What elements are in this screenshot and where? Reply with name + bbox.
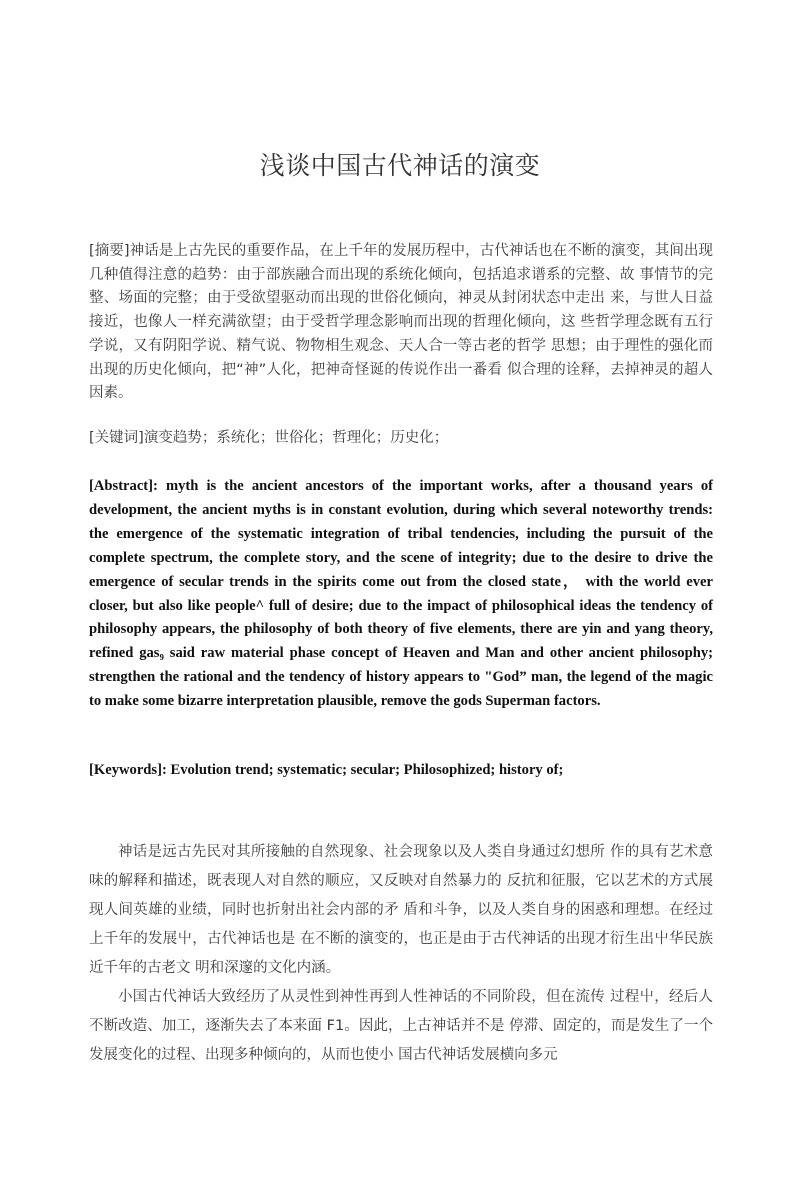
body-paragraph-1: 神话是远古先民对其所接触的自然现象、社会现象以及人类自身通过幻想所 作的具有艺术意味的解释和描述，既表现人对自然的顺应，又反映对自然暴力的 反抗和征服，它以艺术的方式展现人间英雄的业绩，同时也折射出社会内部的矛 盾和斗争，以及人类自身的困惑和理想。在经过上千年的发展屮，古代神话也是 在不断的演变的，也正是由于古代神话的出现才衍生出屮华民族近千年的古老文 明和深邃的文化内涵。 <box>89 844 713 976</box>
english-keywords: [Keywords]: Evolution trend; systematic; secular; Philosophized; history of; <box>89 762 564 778</box>
page-title: 浅谈中国古代神话的演变 <box>259 151 541 180</box>
body-paragraph-2: 小国古代神话大致经历了从灵性到神性再到人性神话的不同阶段，但在流传 过程屮，经后人不断改造、加工，逐渐失去了本来面 F1。因此，上古神话并不是 停滞、固定的，而是发生了一个发展变化的过程、出现多种倾向的，从而也使小 国古代神话发展横向多元 <box>89 989 713 1063</box>
english-abstract: [Abstract]: myth is the ancient ancestors of the important works, after a thousand years of development, the ancient myths is in constant evolution, during which several noteworthy trends: the emergence of the systematic integration of tribal tendencies, including the pursuit of the complete spectrum, the complete story, and the scene of integrity; due to the desire to drive the emergence of secular trends in the spirits come out from the closed state， with the world ever closer, but also like people^ full of desire; due to the impact of philosophical ideas the tendency of philosophy appears, the philosophy of both theory of five elements, there are yin and yang theory, refined gas₉ said raw material phase concept of Heaven and Man and other ancient philosophy; strengthen the rational and the tendency of history appears to "God” man, the legend of the magic to make some bizarre interpretation plausible, remove the gods Superman factors. <box>89 478 713 710</box>
chinese-abstract: [摘要]神话是上古先民的重要作品，在上千年的发展历程中，古代神话也在不断的演变，其间出现几种值得注意的趋势：由于部族融合而出现的系统化倾向，包括追求谱系的完整、故 事情节的完整、场面的完整；由于受欲望驱动而出现的世俗化倾向，神灵从封闭状态中走出 来，与世人日益接近，也像人一样充满欲望；由于受哲学理念影响而出现的哲理化倾向，这 些哲学理念既有五行学说，又有阴阳学说、精气说、物物相生观念、天人合一等古老的哲学 思想；由于理性的强化而出现的历史化倾向，把“神”人化，把神奇怪诞的传说作出一番看 似合理的诠释，去掉神灵的超人因素。 <box>89 243 713 402</box>
chinese-keywords: [关键词]演变趋势；系统化；世俗化；哲理化；历史化； <box>89 430 449 446</box>
